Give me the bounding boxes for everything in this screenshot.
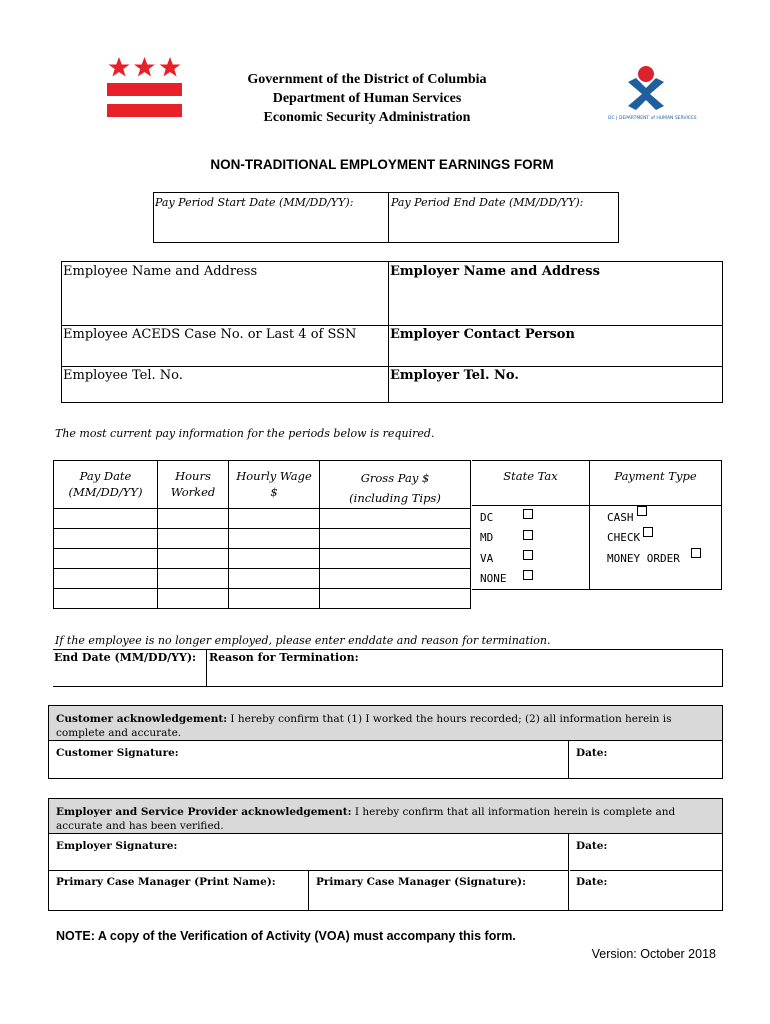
reason-field[interactable] [208,650,721,686]
employer-ack-text: I hereby confirm that all information herein is complete and accurate and has been verified. [56,806,676,832]
employee-tel-field[interactable] [62,367,388,402]
wage-header-line1: Hourly Wage [236,469,312,483]
end-date-label: End Date (MM/DD/YY): [54,651,197,664]
wage-header-line2: $ [270,485,278,499]
hours-header [158,461,229,509]
hours-cell[interactable] [158,549,229,569]
state-option-none: NONE [480,572,507,585]
customer-signature-field[interactable] [49,741,569,778]
voa-note: NOTE: A copy of the Verification of Activity (VOA) must accompany this form. [56,929,516,943]
hours-cell[interactable] [158,509,229,529]
state-option-va: VA [480,552,494,565]
pay-period-box [153,192,619,243]
employer-contact-label: Employer Contact Person [390,327,575,342]
agency-header [200,70,534,127]
cash-checkbox[interactable] [637,506,647,516]
gross-cell[interactable] [320,589,471,609]
gross-cell[interactable] [320,549,471,569]
manager-date-field[interactable] [570,871,722,910]
manager-print-field[interactable] [49,871,309,910]
wage-header [229,461,320,509]
money-order-checkbox[interactable] [691,548,701,558]
version-label: Version: October 2018 [591,947,716,961]
employer-signature-field[interactable] [49,834,569,871]
employee-name-label: Employee Name and Address [63,264,258,279]
wage-cell[interactable] [229,509,320,529]
employer-name-label: Employer Name and Address [390,264,600,279]
employer-ack-box [48,798,723,911]
dhs-logo-text: DC | DEPARTMENT of HUMAN SERVICES [608,116,697,121]
pay-date-header-line2: (MM/DD/YY) [68,485,143,499]
state-dc-checkbox[interactable] [523,509,533,519]
manager-date-label: Date: [576,876,608,888]
manager-print-label: Primary Case Manager (Print Name): [56,876,276,888]
customer-signature-label: Customer Signature: [56,747,179,759]
header-line-3: Economic Security Administration [263,110,471,125]
customer-date-field[interactable] [570,741,722,778]
manager-signature-label: Primary Case Manager (Signature): [316,876,526,888]
wage-cell[interactable] [229,549,320,569]
tax-payment-box [472,460,722,590]
employer-date-label: Date: [576,840,608,852]
wage-cell[interactable] [229,529,320,549]
employer-tel-label: Employer Tel. No. [390,368,519,383]
dhs-logo [608,64,697,128]
hours-header-line1: Hours [175,469,211,483]
gross-cell[interactable] [320,509,471,529]
employer-tel-field[interactable] [389,367,722,402]
pay-date-header [54,461,158,509]
hours-cell[interactable] [158,589,229,609]
end-date-field[interactable] [53,650,207,686]
customer-ack-statement [49,706,722,741]
state-option-md: MD [480,531,494,544]
header-line-1: Government of the District of Columbia [247,72,487,87]
gross-header-line1: Gross Pay $ [360,471,430,485]
form-title: NON-TRADITIONAL EMPLOYMENT EARNINGS FORM [210,157,554,172]
pay-period-start-field[interactable] [154,193,389,242]
employee-name-address-field[interactable] [62,262,388,325]
employer-signature-label: Employer Signature: [56,840,178,852]
pay-date-cell[interactable] [54,589,158,609]
termination-note: If the employee is no longer employed, please enter enddate and reason for termination. [55,634,551,647]
state-option-dc: DC [480,511,494,524]
pay-table [53,460,471,609]
gross-pay-header [320,461,471,509]
customer-ack-title: Customer acknowledgement: [56,713,228,725]
header-line-2: Department of Human Services [272,91,462,106]
pay-period-start-label: Pay Period Start Date (MM/DD/YY): [155,196,354,209]
pay-date-cell[interactable] [54,549,158,569]
employer-ack-title: Employer and Service Provider acknowledgement: [56,806,352,818]
manager-signature-field[interactable] [310,871,569,910]
state-tax-header: State Tax [503,469,558,483]
gross-header-line2: (including Tips) [349,491,441,505]
employer-date-field[interactable] [570,834,722,871]
hours-cell[interactable] [158,569,229,589]
pay-date-cell[interactable] [54,569,158,589]
wage-cell[interactable] [229,569,320,589]
payment-option-money-order: MONEY ORDER [607,552,680,565]
employee-case-label: Employee ACEDS Case No. or Last 4 of SSN [63,327,357,342]
wage-cell[interactable] [229,589,320,609]
reason-label: Reason for Termination: [209,651,359,664]
customer-ack-box [48,705,723,779]
state-va-checkbox[interactable] [523,550,533,560]
pay-period-end-field[interactable] [389,193,618,242]
pay-date-header-line1: Pay Date [79,469,132,483]
payment-option-cash: CASH [607,511,634,524]
state-md-checkbox[interactable] [523,530,533,540]
customer-ack-text: I hereby confirm that (1) I worked the hours recorded; (2) all information herein is complete and accurate. [56,713,672,739]
gross-cell[interactable] [320,529,471,549]
hours-header-line2: Worked [170,485,216,499]
state-none-checkbox[interactable] [523,570,533,580]
employee-tel-label: Employee Tel. No. [63,368,183,383]
hours-cell[interactable] [158,529,229,549]
termination-box [53,649,723,687]
employer-name-address-field[interactable] [389,262,722,325]
gross-cell[interactable] [320,569,471,589]
payment-option-check: CHECK [607,531,641,544]
employee-case-field[interactable] [62,326,388,366]
employee-employer-info-box [61,261,723,403]
pay-info-note: The most current pay information for the periods below is required. [55,427,435,440]
employer-contact-field[interactable] [389,326,722,366]
dc-flag-logo [107,57,182,121]
employer-ack-statement [49,799,722,834]
payment-type-header: Payment Type [614,469,697,483]
check-checkbox[interactable] [643,527,653,537]
pay-date-cell[interactable] [54,509,158,529]
customer-date-label: Date: [576,747,608,759]
pay-period-end-label: Pay Period End Date (MM/DD/YY): [391,196,584,209]
pay-date-cell[interactable] [54,529,158,549]
